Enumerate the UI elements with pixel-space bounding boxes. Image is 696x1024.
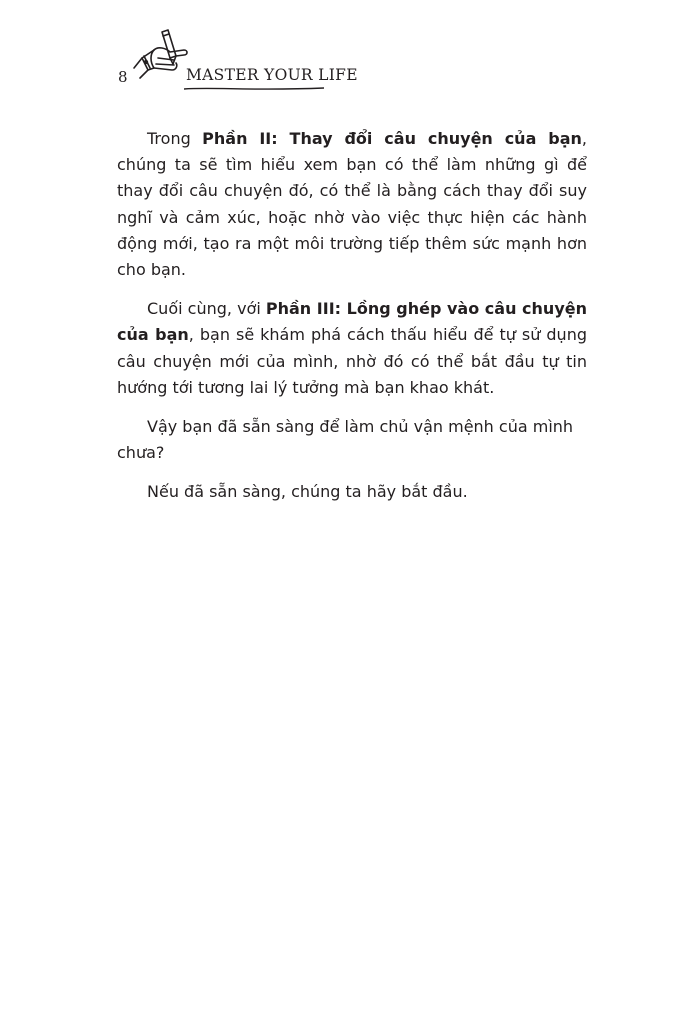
paragraph-part-three [117, 296, 587, 401]
paragraph-question: Vậy bạn đã sẵn sàng để làm chủ vận mệnh của mình chưa? [117, 417, 574, 463]
paragraph-text: , chúng ta sẽ tìm hiểu xem bạn có thể làm những gì để thay đổi câu chuyện đó, có thể là bằng cách thay đổi suy nghĩ và cảm xúc, hoặc nhờ vào việc thực hiện các hành động mới, tạo ra một môi trường tiếp thêm sức mạnh hơn cho bạn. [117, 129, 587, 280]
part-three-heading-reference: Phần III: Lồng ghép vào câu chuyện của bạn [117, 299, 587, 345]
part-two-heading-reference: Phần II: Thay đổi câu chuyện của bạn [202, 129, 582, 148]
page-number: 8 [118, 68, 128, 86]
paragraph-text: Trong [147, 129, 203, 148]
running-title: MASTER YOUR LIFE [186, 66, 358, 84]
paragraph-closing: Nếu đã sẵn sàng, chúng ta hãy bắt đầu. [147, 482, 468, 502]
title-underline-decoration [184, 86, 324, 92]
page-body [117, 126, 587, 519]
paragraph-text: Cuối cùng, với [147, 299, 266, 319]
paragraph-part-two [117, 126, 587, 283]
page-header [118, 26, 358, 96]
paragraph-text: , bạn sẽ khám phá cách thấu hiểu để tự sử dụng câu chuyện mới của mình, nhờ đó có thể bắt đầu tự tin hướng tới tương lai lý tưởng mà bạn khao khát. [117, 325, 587, 397]
